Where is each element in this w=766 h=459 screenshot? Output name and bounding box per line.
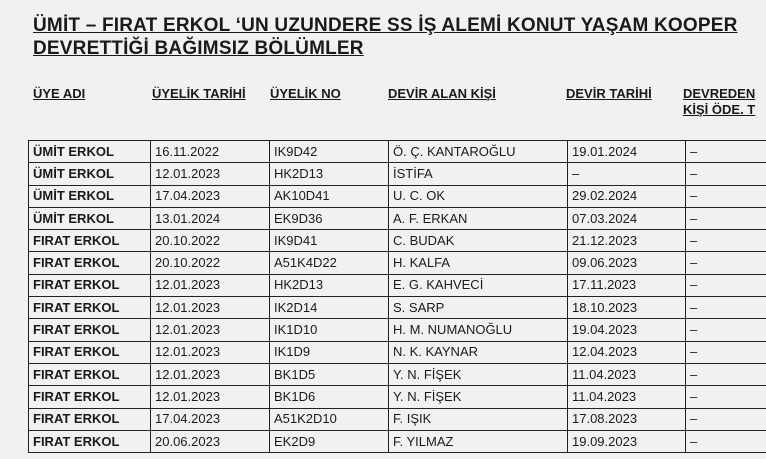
cell-uyelik-tarihi: 20.10.2022 — [151, 252, 270, 274]
cell-uye-adi: FIRAT ERKOL — [29, 408, 151, 430]
title-line-2: DEVRETTİĞİ BAĞIMSIZ BÖLÜMLER — [33, 38, 364, 59]
transfer-table-body — [29, 141, 766, 453]
table-row — [29, 386, 766, 408]
cell-uyelik-tarihi: 16.11.2022 — [151, 141, 270, 163]
cell-uyelik-tarihi: 17.04.2023 — [151, 408, 270, 430]
cell-uyelik-no: HK2D13 — [270, 163, 389, 185]
cell-uyelik-no: IK9D41 — [270, 230, 389, 252]
cell-devir-tarihi: – — [568, 163, 686, 185]
cell-uyelik-no: BK1D5 — [270, 363, 389, 385]
cell-devir-tarihi: 12.04.2023 — [568, 341, 686, 363]
cell-devir-alan: H. KALFA — [389, 252, 568, 274]
cell-uyelik-no: IK1D9 — [270, 341, 389, 363]
cell-uyelik-tarihi: 20.10.2022 — [151, 230, 270, 252]
cell-devreden: – — [686, 319, 766, 341]
header-uye-adi: ÜYE ADI — [33, 86, 86, 101]
header-devreden-line-1: DEVREDEN — [683, 86, 756, 101]
cell-devir-tarihi: 19.09.2023 — [568, 430, 686, 452]
header-devreden — [683, 86, 755, 118]
cell-uyelik-tarihi: 12.01.2023 — [151, 386, 270, 408]
title-line-1: ÜMİT – FIRAT ERKOL ‘UN UZUNDERE SS İŞ ALEMİ KONUT YAŞAM KOOPER — [33, 15, 738, 36]
table-row — [29, 363, 766, 385]
cell-uyelik-tarihi: 12.01.2023 — [151, 341, 270, 363]
cell-devir-tarihi: 11.04.2023 — [568, 363, 686, 385]
cell-devir-tarihi: 11.04.2023 — [568, 386, 686, 408]
table-row — [29, 141, 766, 163]
cell-devir-tarihi: 21.12.2023 — [568, 230, 686, 252]
cell-uye-adi: FIRAT ERKOL — [29, 252, 151, 274]
cell-uye-adi: FIRAT ERKOL — [29, 297, 151, 319]
cell-devir-tarihi: 18.10.2023 — [568, 297, 686, 319]
table-row — [29, 297, 766, 319]
cell-devreden: – — [686, 386, 766, 408]
table-row — [29, 185, 766, 207]
cell-devir-alan: A. F. ERKAN — [389, 207, 568, 229]
cell-uye-adi: ÜMİT ERKOL — [29, 207, 151, 229]
cell-uyelik-no: IK2D14 — [270, 297, 389, 319]
cell-uyelik-no: EK2D9 — [270, 430, 389, 452]
cell-devir-tarihi: 17.08.2023 — [568, 408, 686, 430]
header-devir-tarihi: DEVİR TARİHİ — [566, 86, 652, 101]
cell-uyelik-no: IK1D10 — [270, 319, 389, 341]
cell-devreden: – — [686, 207, 766, 229]
table-row — [29, 430, 766, 452]
cell-uye-adi: ÜMİT ERKOL — [29, 185, 151, 207]
header-uyelik-tarihi: ÜYELİK TARİHİ — [152, 86, 246, 101]
cell-devreden: – — [686, 163, 766, 185]
transfer-table — [28, 140, 766, 453]
cell-devreden: – — [686, 363, 766, 385]
cell-devir-tarihi: 07.03.2024 — [568, 207, 686, 229]
cell-uyelik-tarihi: 12.01.2023 — [151, 274, 270, 296]
cell-devir-alan: E. G. KAHVECİ — [389, 274, 568, 296]
cell-devreden: – — [686, 408, 766, 430]
cell-devir-tarihi: 29.02.2024 — [568, 185, 686, 207]
header-devir-alan: DEVİR ALAN KİŞİ — [388, 86, 496, 101]
cell-devir-alan: F. IŞIK — [389, 408, 568, 430]
table-row — [29, 341, 766, 363]
cell-devir-tarihi: 19.01.2024 — [568, 141, 686, 163]
cell-uyelik-no: IK9D42 — [270, 141, 389, 163]
cell-devir-alan: F. YILMAZ — [389, 430, 568, 452]
cell-uyelik-tarihi: 12.01.2023 — [151, 297, 270, 319]
cell-devir-alan: N. K. KAYNAR — [389, 341, 568, 363]
cell-devir-alan: Y. N. FİŞEK — [389, 363, 568, 385]
cell-devreden: – — [686, 141, 766, 163]
cell-devir-alan: S. SARP — [389, 297, 568, 319]
cell-uyelik-tarihi: 17.04.2023 — [151, 185, 270, 207]
cell-devreden: – — [686, 274, 766, 296]
cell-uyelik-tarihi: 20.06.2023 — [151, 430, 270, 452]
document-title — [33, 14, 738, 60]
cell-uyelik-no: AK10D41 — [270, 185, 389, 207]
cell-devreden: – — [686, 297, 766, 319]
cell-uyelik-tarihi: 12.01.2023 — [151, 319, 270, 341]
cell-devir-alan: İSTİFA — [389, 163, 568, 185]
table-row — [29, 252, 766, 274]
cell-uyelik-tarihi: 12.01.2023 — [151, 163, 270, 185]
cell-uye-adi: FIRAT ERKOL — [29, 274, 151, 296]
cell-uye-adi: FIRAT ERKOL — [29, 230, 151, 252]
cell-uye-adi: ÜMİT ERKOL — [29, 163, 151, 185]
cell-devir-tarihi: 19.04.2023 — [568, 319, 686, 341]
table-row — [29, 408, 766, 430]
cell-uye-adi: FIRAT ERKOL — [29, 341, 151, 363]
table-row — [29, 319, 766, 341]
cell-devreden: – — [686, 185, 766, 207]
cell-uye-adi: FIRAT ERKOL — [29, 319, 151, 341]
cell-uye-adi: FIRAT ERKOL — [29, 363, 151, 385]
header-uyelik-no: ÜYELİK NO — [270, 86, 341, 101]
cell-uyelik-no: HK2D13 — [270, 274, 389, 296]
table-row — [29, 230, 766, 252]
cell-devir-tarihi: 09.06.2023 — [568, 252, 686, 274]
cell-uye-adi: FIRAT ERKOL — [29, 430, 151, 452]
cell-devir-alan: U. C. OK — [389, 185, 568, 207]
cell-uyelik-no: A51K2D10 — [270, 408, 389, 430]
cell-devreden: – — [686, 430, 766, 452]
cell-uyelik-no: A51K4D22 — [270, 252, 389, 274]
table-row — [29, 163, 766, 185]
cell-devir-alan: H. M. NUMANOĞLU — [389, 319, 568, 341]
cell-devreden: – — [686, 341, 766, 363]
cell-devreden: – — [686, 252, 766, 274]
cell-uye-adi: ÜMİT ERKOL — [29, 141, 151, 163]
cell-uyelik-no: EK9D36 — [270, 207, 389, 229]
table-row — [29, 274, 766, 296]
cell-uyelik-tarihi: 13.01.2024 — [151, 207, 270, 229]
table-row — [29, 207, 766, 229]
cell-devir-alan: Ö. Ç. KANTAROĞLU — [389, 141, 568, 163]
header-devreden-line-2: KİŞİ ÖDE. T — [683, 102, 756, 117]
cell-devir-alan: Y. N. FİŞEK — [389, 386, 568, 408]
cell-uyelik-no: BK1D6 — [270, 386, 389, 408]
cell-uyelik-tarihi: 12.01.2023 — [151, 363, 270, 385]
cell-devir-alan: C. BUDAK — [389, 230, 568, 252]
cell-devreden: – — [686, 230, 766, 252]
transfer-table-wrap — [28, 140, 766, 453]
cell-devir-tarihi: 17.11.2023 — [568, 274, 686, 296]
cell-uye-adi: FIRAT ERKOL — [29, 386, 151, 408]
